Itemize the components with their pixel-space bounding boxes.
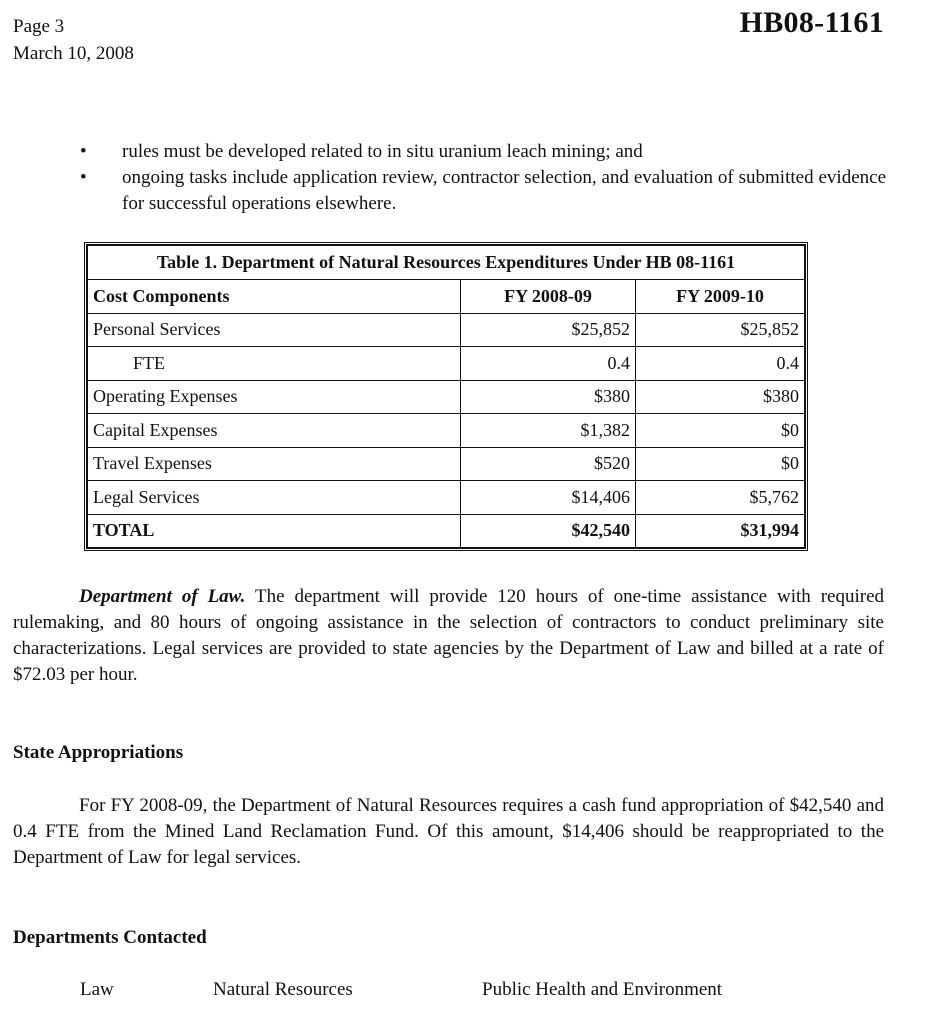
page-date: March 10, 2008 xyxy=(13,43,134,64)
table-row xyxy=(88,380,805,414)
table-row xyxy=(88,447,805,481)
cell-fy-2009-10: $5,762 xyxy=(636,481,805,515)
column-header-fy-2008-09: FY 2008-09 xyxy=(461,280,636,314)
cell-fy-2009-10: $25,852 xyxy=(636,313,805,347)
bullet-marker: • xyxy=(80,167,87,188)
state-appropriations-body: For FY 2008-09, the Department of Natural Resources requires a cash fund appropriation of $42,540 and 0.4 FTE from the Mined Land Reclamation Fund. Of this amount, $14,406 should be reappropriated to the Department of Law for legal services. xyxy=(13,795,884,868)
row-label: Operating Expenses xyxy=(88,380,461,414)
column-header-fy-2009-10: FY 2009-10 xyxy=(636,280,805,314)
cell-fy-2008-09: $14,406 xyxy=(461,481,636,515)
table-caption-row xyxy=(88,246,805,280)
bullet-marker: • xyxy=(80,141,87,162)
bullet-item xyxy=(80,139,886,165)
cell-fy-2009-10: $380 xyxy=(636,380,805,414)
table-header-row xyxy=(88,280,805,314)
bullet-item xyxy=(80,165,886,217)
row-label: FTE xyxy=(88,347,461,381)
bullet-text: ongoing tasks include application review, contractor selection, and evaluation of submitted evidence for successful operations elsewhere. xyxy=(122,167,886,214)
table-total-row xyxy=(88,514,805,548)
table-row xyxy=(88,347,805,381)
departments-contacted-heading: Departments Contacted xyxy=(13,927,207,948)
row-label: Travel Expenses xyxy=(88,447,461,481)
table-row xyxy=(88,313,805,347)
law-paragraph xyxy=(13,584,884,688)
row-label: Personal Services xyxy=(88,313,461,347)
table-row xyxy=(88,481,805,515)
cell-fy-2009-10: $0 xyxy=(636,447,805,481)
page-number: Page 3 xyxy=(13,16,65,37)
cell-fy-2008-09: $1,382 xyxy=(461,414,636,448)
table-caption: Table 1. Department of Natural Resources Expenditures Under HB 08-1161 xyxy=(88,246,805,280)
cell-fy-2008-09: $520 xyxy=(461,447,636,481)
bill-id: HB08-1161 xyxy=(739,6,884,39)
state-appropriations-paragraph xyxy=(13,793,884,871)
bullet-text: rules must be developed related to in situ uranium leach mining; and xyxy=(122,141,643,162)
department-item: Natural Resources xyxy=(213,979,353,1000)
total-label: TOTAL xyxy=(88,514,461,548)
column-header-cost-components: Cost Components xyxy=(88,280,461,314)
bullet-list xyxy=(80,139,886,217)
table-row xyxy=(88,414,805,448)
law-paragraph-body: The department will provide 120 hours of one-time assistance with required rulemaking, and 80 hours of ongoing assistance in the selection of contractors to conduct preliminary site characterizations. Legal services are provided to state agencies by the Department of Law and billed at a rate of $72.03 per hour. xyxy=(13,586,884,685)
cell-fy-2008-09: $25,852 xyxy=(461,313,636,347)
state-appropriations-heading: State Appropriations xyxy=(13,742,184,763)
total-fy-2008-09: $42,540 xyxy=(461,514,636,548)
department-item: Law xyxy=(80,979,114,1000)
department-item: Public Health and Environment xyxy=(482,979,723,1000)
row-label: Legal Services xyxy=(88,481,461,515)
cell-fy-2009-10: $0 xyxy=(636,414,805,448)
cell-fy-2008-09: $380 xyxy=(461,380,636,414)
law-paragraph-lead: Department of Law. xyxy=(79,586,246,607)
expenditures-table xyxy=(87,245,805,548)
row-label: Capital Expenses xyxy=(88,414,461,448)
expenditures-table-frame xyxy=(84,242,808,551)
total-fy-2009-10: $31,994 xyxy=(636,514,805,548)
cell-fy-2009-10: 0.4 xyxy=(636,347,805,381)
cell-fy-2008-09: 0.4 xyxy=(461,347,636,381)
